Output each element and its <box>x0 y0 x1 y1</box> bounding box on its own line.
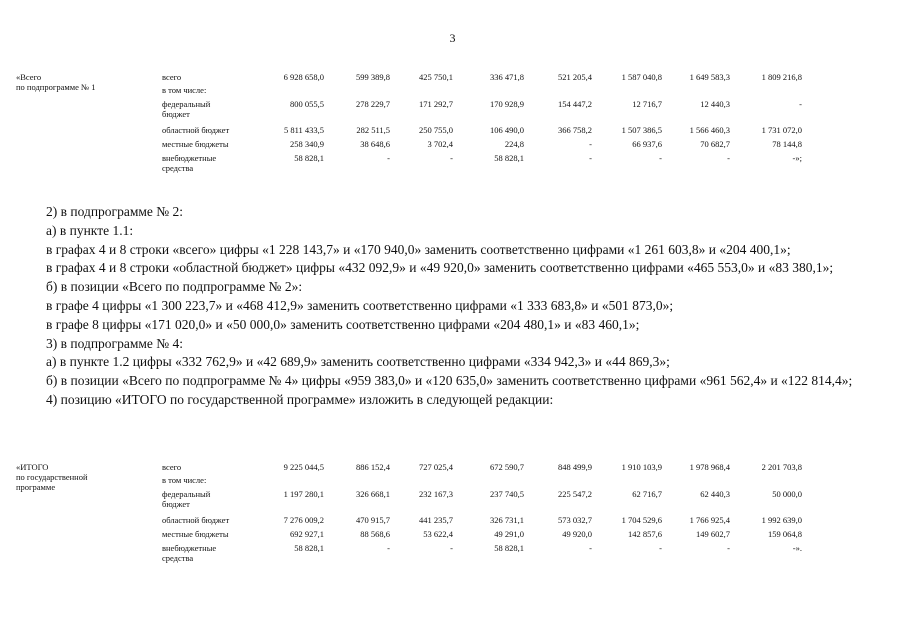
table-cell: 70 682,7 <box>700 139 730 149</box>
table-cell: 1 649 583,3 <box>689 72 730 82</box>
table-cell: 66 937,6 <box>632 139 662 149</box>
table-cell: 425 750,1 <box>419 72 453 82</box>
paragraph: б) в позиции «Всего по подпрограмме № 4» цифры «959 383,0» и «120 635,0» заменить соответственно цифрами «961 562,4» и «122 814,4»; <box>46 373 853 389</box>
table-cell: 170 928,9 <box>490 99 524 109</box>
table-cell: 106 490,0 <box>490 125 524 135</box>
row-label: всего <box>162 462 182 472</box>
table-cell: 573 032,7 <box>558 515 592 525</box>
table-cell: 225 547,2 <box>558 489 592 499</box>
row-label: в том числе: <box>162 475 207 485</box>
table-cell: - <box>727 543 730 553</box>
row-label: областной бюджет <box>162 125 230 135</box>
table-cell: 3 702,4 <box>427 139 453 149</box>
table-cell: 1 566 460,3 <box>689 125 730 135</box>
table-cell: 1 197 280,1 <box>283 489 324 499</box>
table-cell: 171 292,7 <box>419 99 453 109</box>
table-cell: 62 440,3 <box>700 489 730 499</box>
paragraph: в графе 8 цифры «171 020,0» и «50 000,0» заменить соответственно цифрами «204 480,1» и «83 460,1»; <box>46 316 640 332</box>
budget-table-subprogram-1 <box>16 72 802 182</box>
table-cell: 258 340,9 <box>290 139 324 149</box>
table-cell: 7 276 009,2 <box>283 515 324 525</box>
table-cell: 50 000,0 <box>772 489 802 499</box>
row-label: местные бюджеты <box>162 139 229 149</box>
paragraph: в графах 4 и 8 строки «всего» цифры «1 228 143,7» и «170 940,0» заменить соответственно цифрами «1 261 603,8» и «204 400,1»; <box>46 241 791 257</box>
table-cell: 1 766 925,4 <box>689 515 730 525</box>
table-cell: 282 511,5 <box>356 125 390 135</box>
row-label: внебюджетные средства <box>162 153 217 173</box>
table-cell: 78 144,8 <box>772 139 802 149</box>
table-row <box>162 489 802 509</box>
table-cell: 12 440,3 <box>700 99 730 109</box>
table-cell: 232 167,3 <box>419 489 453 499</box>
table-row <box>162 475 802 487</box>
page-number: 3 <box>449 31 456 45</box>
table-cell: 58 828,1 <box>494 543 524 553</box>
table-cell: 1 978 968,4 <box>689 462 730 472</box>
table-cell: - <box>589 543 592 553</box>
table-cell: 49 291,0 <box>494 529 524 539</box>
table-cell: 1 992 639,0 <box>761 515 802 525</box>
table-cell: 1 809 216,8 <box>761 72 802 82</box>
table-cell: 521 205,4 <box>558 72 592 82</box>
table-cell: - <box>659 543 662 553</box>
paragraph: в графе 4 цифры «1 300 223,7» и «468 412,9» заменить соответственно цифрами «1 333 683,8» и «501 873,0»; <box>46 297 674 313</box>
table-cell: 88 568,6 <box>360 529 390 539</box>
table-position-label: «Всего по подпрограмме № 1 <box>16 72 96 92</box>
table-cell: 326 668,1 <box>356 489 390 499</box>
table-cell: 336 471,8 <box>490 72 524 82</box>
table-cell: - <box>589 139 592 149</box>
table-cell: 58 828,1 <box>494 153 524 163</box>
table-row <box>162 153 802 173</box>
paragraph: а) в пункте 1.2 цифры «332 762,9» и «42 689,9» заменить соответственно цифрами «334 942,3» и «44 869,3»; <box>46 354 670 370</box>
table-cell: 1 731 072,0 <box>761 125 802 135</box>
table-cell: 159 064,8 <box>768 529 802 539</box>
row-label: местные бюджеты <box>162 529 229 539</box>
table-cell: 224,8 <box>504 139 524 149</box>
table-cell: - <box>450 153 453 163</box>
table-cell: -»; <box>792 153 802 163</box>
budget-table-program-total <box>16 462 802 572</box>
table-row <box>162 85 802 97</box>
paragraph: 4) позицию «ИТОГО по государственной программе» изложить в следующей редакции: <box>46 391 554 407</box>
table-cell: 672 590,7 <box>490 462 524 472</box>
table-cell: 1 507 386,5 <box>621 125 662 135</box>
table-cell: 53 622,4 <box>423 529 453 539</box>
table-cell: 142 857,6 <box>628 529 662 539</box>
table-cell: 470 915,7 <box>356 515 390 525</box>
table-cell: 1 910 103,9 <box>621 462 662 472</box>
table-cell: 599 389,8 <box>356 72 390 82</box>
table-cell: 886 152,4 <box>356 462 390 472</box>
table-cell: 49 920,0 <box>562 529 592 539</box>
row-label: областной бюджет <box>162 515 230 525</box>
table-cell: - <box>589 153 592 163</box>
table-cell: 149 602,7 <box>696 529 730 539</box>
table-cell: 692 927,1 <box>290 529 324 539</box>
table-cell: 12 716,7 <box>632 99 662 109</box>
table-cell: 1 704 529,6 <box>621 515 662 525</box>
table-cell: 62 716,7 <box>632 489 662 499</box>
table-cell: 38 648,6 <box>360 139 390 149</box>
table-position-label: «ИТОГО по государственной программе <box>16 462 88 492</box>
table-cell: 800 055,5 <box>290 99 324 109</box>
row-label: федеральный бюджет <box>162 489 211 509</box>
table-cell: 848 499,9 <box>558 462 592 472</box>
table-row <box>162 139 802 151</box>
table-row <box>162 529 802 541</box>
table-cell: 9 225 044,5 <box>283 462 324 472</box>
paragraph: 2) в подпрограмме № 2: <box>46 204 184 219</box>
table-cell: - <box>659 153 662 163</box>
paragraph: 3) в подпрограмме № 4: <box>46 335 184 351</box>
table-cell: 2 201 703,8 <box>761 462 802 472</box>
table-cell: 58 828,1 <box>294 153 324 163</box>
table-row <box>162 99 802 119</box>
table-cell: 5 811 433,5 <box>283 125 324 135</box>
table-cell: 326 731,1 <box>490 515 524 525</box>
row-label: федеральный бюджет <box>162 99 211 119</box>
table-cell: 58 828,1 <box>294 543 324 553</box>
table-row <box>162 515 802 527</box>
table-cell: -». <box>792 543 802 553</box>
table-row <box>162 72 802 84</box>
table-cell: 727 025,4 <box>419 462 453 472</box>
table-cell: - <box>727 153 730 163</box>
row-label: в том числе: <box>162 85 207 95</box>
table-cell: 441 235,7 <box>419 515 453 525</box>
paragraph: в графах 4 и 8 строки «областной бюджет» цифры «432 092,9» и «49 920,0» заменить соответственно цифрами «465 553,0» и «83 380,1»; <box>46 260 834 276</box>
row-label: всего <box>162 72 182 82</box>
row-label: внебюджетные средства <box>162 543 217 563</box>
table-cell: 6 928 658,0 <box>283 72 324 82</box>
table-cell: - <box>799 99 802 109</box>
table-cell: 366 758,2 <box>558 125 592 135</box>
table-cell: - <box>387 543 390 553</box>
amendment-text <box>16 203 854 410</box>
table-cell: 1 587 040,8 <box>621 72 662 82</box>
table-row <box>162 543 802 563</box>
table-row <box>162 125 802 137</box>
paragraph: б) в позиции «Всего по подпрограмме № 2»: <box>46 279 303 295</box>
table-cell: - <box>450 543 453 553</box>
table-cell: 237 740,5 <box>490 489 524 499</box>
table-row <box>162 462 802 474</box>
table-cell: 154 447,2 <box>558 99 592 109</box>
table-cell: - <box>387 153 390 163</box>
table-cell: 250 755,0 <box>419 125 453 135</box>
paragraph: а) в пункте 1.1: <box>46 222 134 238</box>
table-cell: 278 229,7 <box>356 99 390 109</box>
